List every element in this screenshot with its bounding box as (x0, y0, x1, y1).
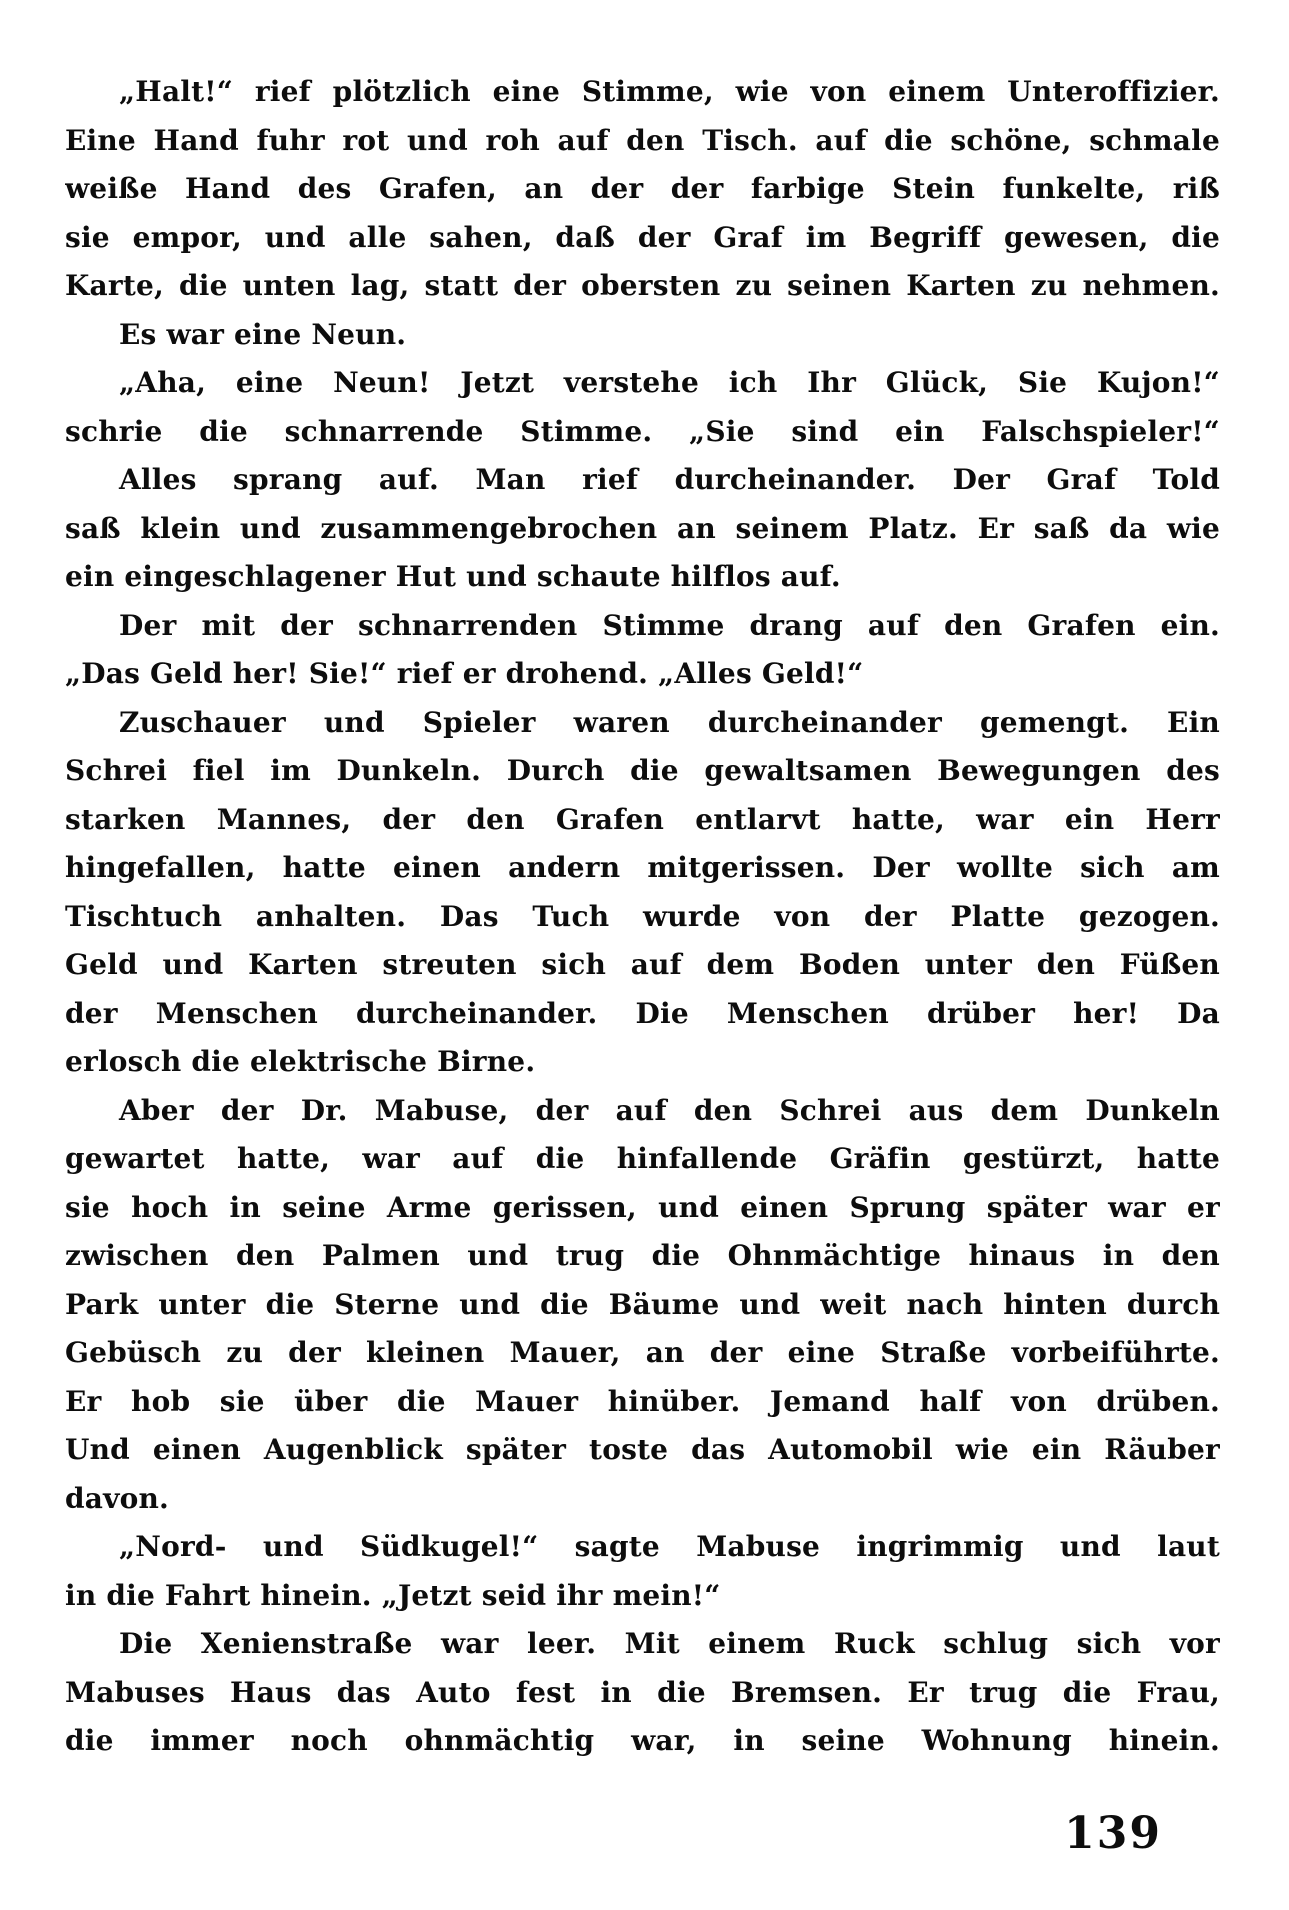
text-line: Mabuses Haus das Auto fest in die Bremsen. Er trug die Frau, (65, 1675, 1220, 1709)
text-line: Es war eine Neun. (119, 317, 407, 351)
text-line: Schrei fiel im Dunkeln. Durch die gewaltsamen Bewegungen des (65, 754, 1220, 787)
text-line: Eine Hand fuhr rot und roh auf den Tisch. auf die schöne, schmale (65, 123, 1220, 157)
text-line: schrie die schnarrende Stimme. „Sie sind ein Falschspieler!“ (65, 414, 1220, 448)
text-line: Geld und Karten streuten sich auf dem Boden unter den Füßen (65, 948, 1220, 981)
text-line: saß klein und zusammengebrochen an seinem Platz. Er saß da wie (65, 511, 1220, 545)
text-line: Gebüsch zu der kleinen Mauer, an der eine Straße vorbeiführte. (65, 1336, 1220, 1369)
text-line: Er hob sie über die Mauer hinüber. Jemand half von drüben. (65, 1384, 1220, 1418)
text-line: Und einen Augenblick später toste das Automobil wie ein Räuber (65, 1433, 1220, 1466)
text-line: „Aha, eine Neun! Jetzt verstehe ich Ihr Glück, Sie Kujon!“ (119, 366, 1220, 399)
text-line: erlosch die elektrische Birne. (65, 1045, 536, 1078)
text-line: in die Fahrt hinein. „Jetzt seid ihr mein!“ (65, 1578, 721, 1612)
text-line: Alles sprang auf. Man rief durcheinander. Der Graf Told (119, 463, 1220, 496)
text-line: „Das Geld her! Sie!“ rief er drohend. „Alles Geld!“ (65, 657, 864, 690)
text-line: zwischen den Palmen und trug die Ohnmächtige hinaus in den (65, 1239, 1220, 1272)
text-line: starken Mannes, der den Grafen entlarvt hatte, war ein Herr (65, 802, 1220, 836)
text-line: davon. (65, 1481, 169, 1515)
text-line: Der mit der schnarrenden Stimme drang auf den Grafen ein. (119, 608, 1220, 642)
text-line: „Halt!“ rief plötzlich eine Stimme, wie von einem Unteroffizier. (119, 75, 1220, 108)
text-line: die immer noch ohnmächtig war, in seine Wohnung hinein. (65, 1724, 1220, 1757)
text-line: Zuschauer und Spieler waren durcheinander gemengt. Ein (119, 705, 1220, 739)
text-line: Park unter die Sterne und die Bäume und weit nach hinten durch (65, 1287, 1220, 1321)
text-line: gewartet hatte, war auf die hinfallende Gräfin gestürzt, hatte (65, 1142, 1220, 1175)
page-number: 139 (1064, 1808, 1162, 1859)
text-line: Tischtuch anhalten. Das Tuch wurde von der Platte gezogen. (65, 899, 1220, 933)
text-line: hingefallen, hatte einen andern mitgerissen. Der wollte sich am (65, 851, 1220, 884)
text-line: weiße Hand des Grafen, an der der farbige Stein funkelte, riß (65, 172, 1220, 205)
text-line: der Menschen durcheinander. Die Menschen drüber her! Da (65, 996, 1220, 1030)
text-line: sie hoch in seine Arme gerissen, und einen Sprung später war er (65, 1190, 1220, 1224)
text-line: sie empor, und alle sahen, daß der Graf im Begriff gewesen, die (65, 220, 1220, 254)
text-line: Die Xenienstraße war leer. Mit einem Ruck schlug sich vor (119, 1627, 1220, 1660)
text-line: „Nord- und Südkugel!“ sagte Mabuse ingrimmig und laut (119, 1530, 1220, 1563)
text-line: Karte, die unten lag, statt der obersten zu seinen Karten zu nehmen. (65, 269, 1220, 302)
text-block (65, 68, 1220, 1766)
text-line: Aber der Dr. Mabuse, der auf den Schrei aus dem Dunkeln (119, 1093, 1220, 1127)
text-line: ein eingeschlagener Hut und schaute hilflos auf. (65, 560, 841, 593)
